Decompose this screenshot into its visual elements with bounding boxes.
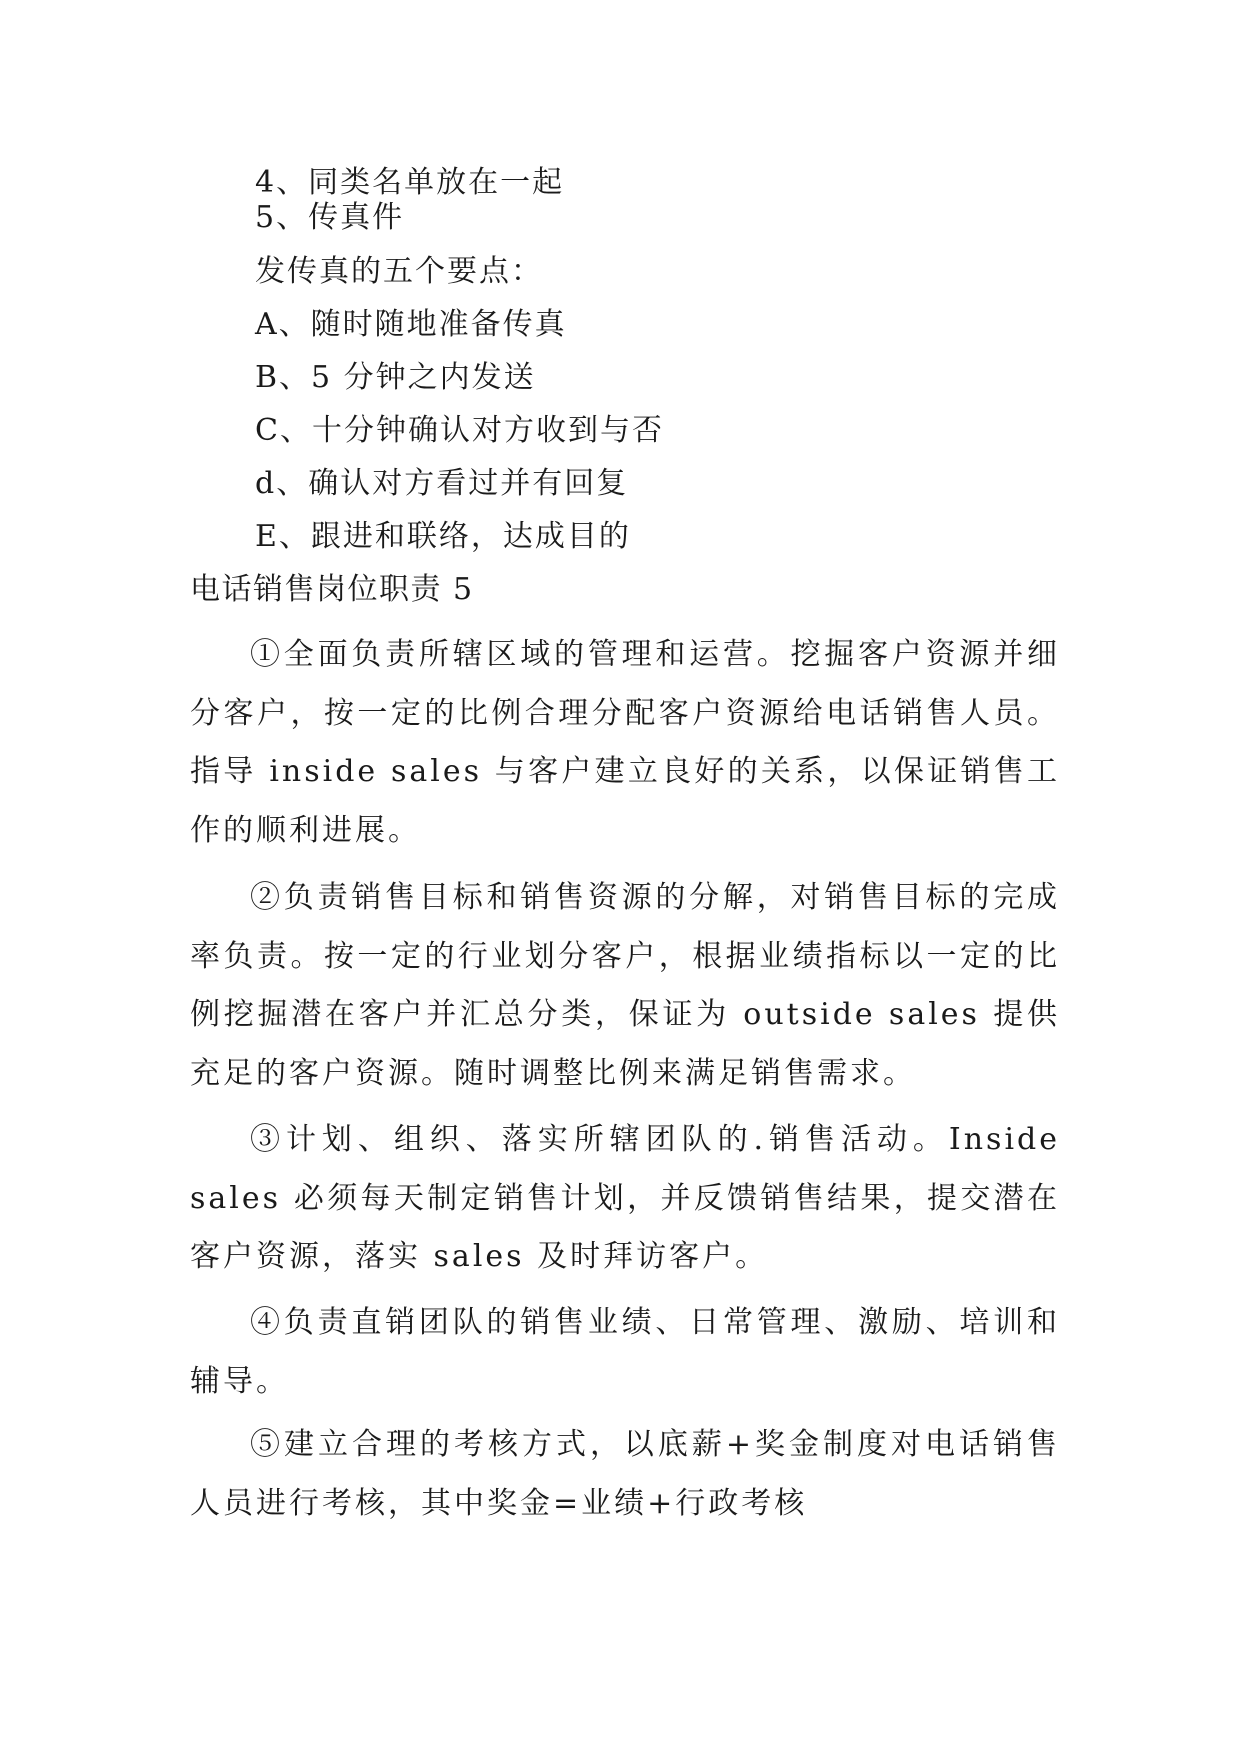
list-item-fax: 5、传真件 — [255, 200, 405, 235]
list-item-a: A、随时随地准备传真 — [255, 307, 567, 342]
paragraph-4: ④负责直销团队的销售业绩、日常管理、激励、培训和辅导。 — [190, 1305, 1060, 1399]
section-title: 电话销售岗位职责 5 — [190, 572, 474, 607]
paragraph-1: ①全面负责所辖区域的管理和运营。挖掘客户资源并细分客户，按一定的比例合理分配客户资源给电话销售人员。指导 inside sales 与客户建立良好的关系，以保证销售工作的顺利进展。 — [190, 637, 1060, 848]
list-item-d: d、确认对方看过并有回复 — [255, 466, 629, 501]
fax-points-heading: 发传真的五个要点： — [255, 254, 543, 289]
paragraph-2: ②负责销售目标和销售资源的分解，对销售目标的完成率负责。按一定的行业划分客户，根据业绩指标以一定的比例挖掘潜在客户并汇总分类，保证为 outside sales 提供充足的客户资源。随时调整比例来满足销售需求。 — [190, 880, 1060, 1091]
list-item-c: C、十分钟确认对方收到与否 — [255, 413, 664, 448]
list-item-same-type-list: 4、同类名单放在一起 — [255, 165, 565, 200]
list-item-e: E、跟进和联络，达成目的 — [255, 519, 631, 554]
paragraph-3: ③计划、组织、落实所辖团队的.销售活动。Inside sales 必须每天制定销售计划，并反馈销售结果，提交潜在客户资源，落实 sales 及时拜访客户。 — [190, 1122, 1060, 1274]
list-item-b: B、5 分钟之内发送 — [255, 360, 536, 395]
paragraph-5: ⑤建立合理的考核方式，以底薪+奖金制度对电话销售人员进行考核，其中奖金=业绩+行政考核 — [190, 1427, 1060, 1521]
